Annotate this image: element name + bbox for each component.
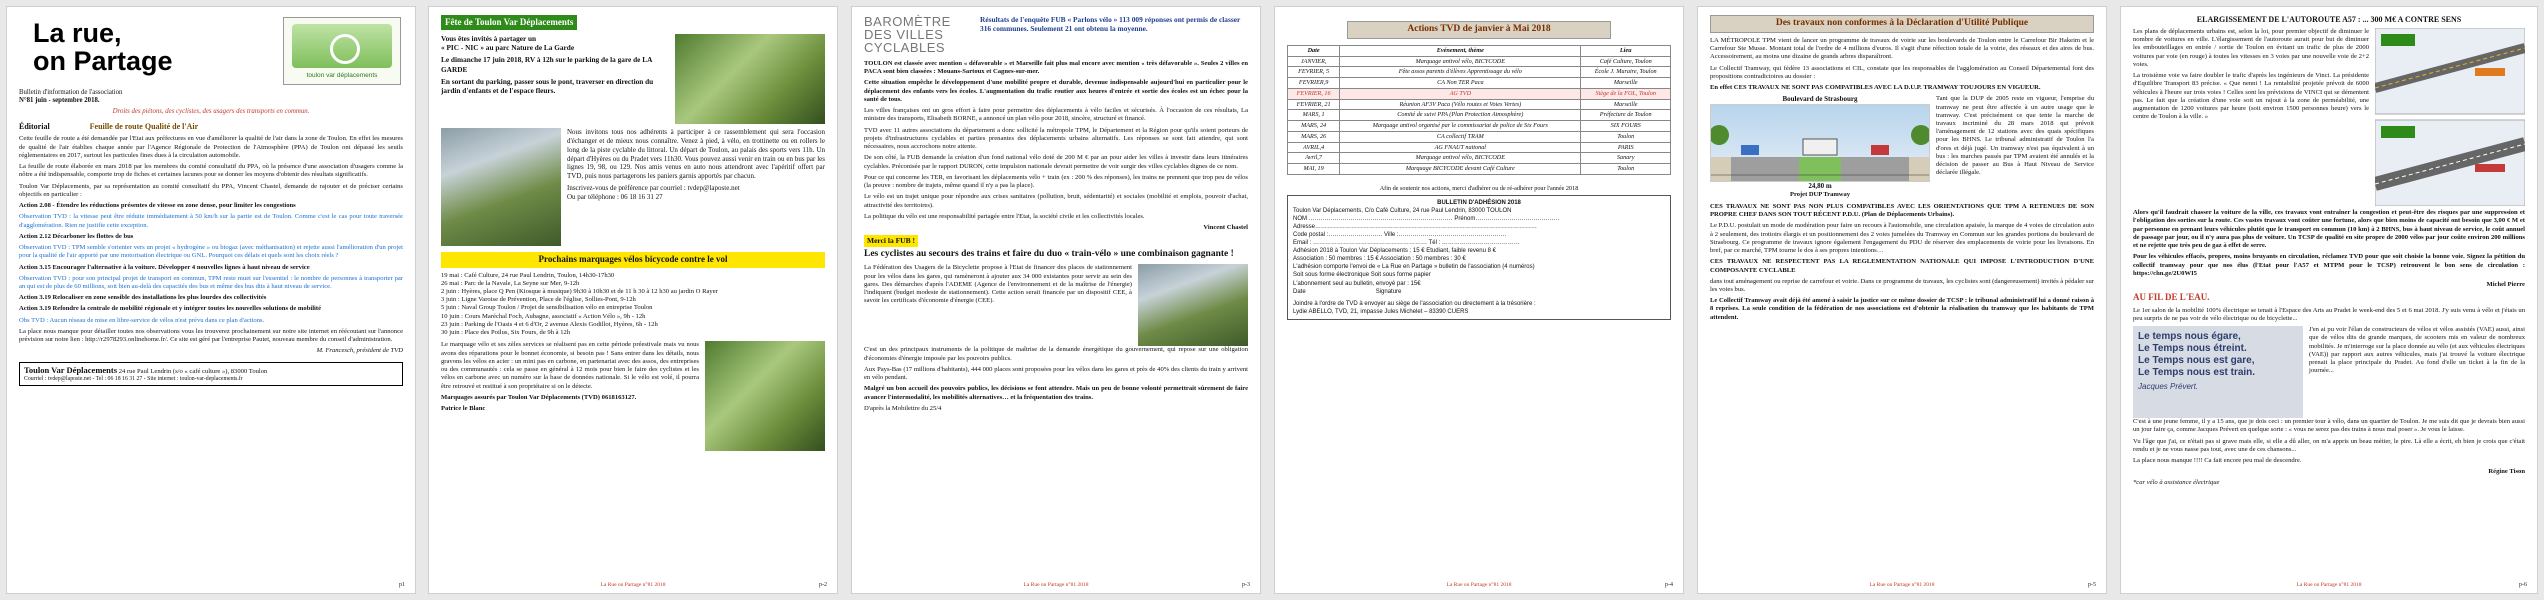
event-cell: Comité de suivi PPA (Plan Protection Atmosphère) <box>1340 110 1581 121</box>
park-photo <box>675 34 825 124</box>
date-cell: FEVRIER, 16 <box>1288 88 1340 99</box>
table-row <box>1288 153 1671 164</box>
place-cell: Sanary <box>1581 153 1671 164</box>
adhesion-form: BULLETIN D'ADHÉSION 2018 Toulon Var Déplacements, C/o Café Culture, 24 rue Paul Lendrin, 83000 TOULON NOM ……………………………………………………………… Prénom…………………………………… Adresse………………………………………………………………………………………………… Code postal :……………………… Ville :……………………………………………… Email : ………………………………………………… Tél : ………………………………… Adhésion 2018 à Toulon Var Déplacements : 15 € Etudiant, faible revenu 8 € Association : 50 membres : 15 € Association : 50 membres : 30 € L'adhésion comporte l'envoi de « La Rue en Partage » bulletin de l'association (4 numéros) Soit sous forme électronique Soit sous forme papier L'abonnement seul au bulletin, envoyé par : 15€ Date Signature Joindre à l'ordre de TVD à envoyer au siège de l'association ou directement à la trésorière : Lydie ABELLO, TVD, 21, impasse Jules Michelet – 83390 CUERS <box>1287 195 1671 320</box>
table-row <box>1288 99 1671 110</box>
place-cell: Marseille <box>1581 78 1671 89</box>
postal-field[interactable]: Code postal :……………………… Ville :……………………………………………… <box>1293 232 1507 238</box>
event-cell: Réunion AF3V Paca (Vélo routes et Voies Vertes) <box>1340 99 1581 110</box>
date-cell: AVRIL,4 <box>1288 142 1340 153</box>
page-1: La rue, on Partage toulon var déplacements Bulletin d'information de l'association N°81 juin - septembre 2018. Droits des piétons, des cyclistes, des usagers des transports en commun. Éditorial Feuille de route Qualité de l'Air Cette feuille de route a été demandée par l'Etat aux préfectures en vue d'améliorer la qualité de l'air dans la zone de Toulon. En effet les mesures de qualité de l'air établies chaque année par l'Agence Régionale de Protection de l'Atmosphère (PPA) de Toulon ont dépassé les seuils réglementaires en 2017, surtout les particules fines dues à la circulation automobile. La feuille de route élaborée en mars 2018 par les membres du comité consultatif du PPA, où la présence d'une association d'usagers comme la nôtre a été indispensable, comporte trop de fiches et certaines lacunes pour se donner les moyens d'obtenir des résultats significatifs. Toulon Var Déplacements, par sa représentation au comité consultatif du PPA, Vincent Chastel, demande de rajouter et de préciser certains objectifs en particulier : Action 2.08 - Étendre les réductions présentes de vitesse en zone dense, pour limiter les congestions Observation TVD : la vitesse peut être réduite immédiatement à 50 km/h sur la partie est de Toulon. Comme c'est le cas pour toute traversée d'agglomération. Rien ne justifie cette exception. Action 2.12 Décarboner les flottes de bus Observation TVD : TPM semble s'orienter vers un projet « hydrogène » ou biogaz (avec méthanisation) et rejette aussi l'amélioration d'un projet pour la qualité de l'air apporté par une motorisation électrique ou GNL. Pourquoi ces délais et quels sont les choix réels ? Action 3.15 Encourager l'alternative à la voiture. Développer 4 nouvelles lignes à haut niveau de service Observation TVD : pour son principal projet de transport en commun, TPM reste muet sur l'essentiel : le nombre de personnes à transporter par an qui est de plus de 60 millions, soit bien au-delà des capacités des bus et même des bus dits à haut niveau de service. Action 3.19 Relocaliser en zone sensible des installations les plus lourdes des collectivités Action 3.19 Refondre la centrale de mobilité régionale et y intégrer toutes les nouvelles solutions de mobilité Obs TVD : Aucun réseau de mise en libre-service de vélos n'est prévu dans ce plan d'actions. La place nous manque pour détailler toutes nos observations vous les trouverez prochainement sur notre site internet en réécoutant sur l'annonce prévision sur notre lien : http://r2978293.onlinehome.fr/. Ce site est géré par l'entreprise Pautet, nouveau membre du conseil d'administration. M. Francesch, président de TVD Toulon Var Déplacements 24 rue Paul Lendrin (s/o « café culture »), 83000 Toulon Courriel : tvdep@laposte.net - Tel : 06 18 16 31 27 - Site internet : toulon-var-deplacements.fr p1 <box>6 6 416 594</box>
prevert-poster: Le temps nous égare, Le Temps nous étreint. Le Temps nous est gare, Le Temps nous est train. Jacques Prévert. <box>2133 326 2303 418</box>
date-cell: FEVRIER, 21 <box>1288 99 1340 110</box>
place-cell: Siège de la FOL, Toulon <box>1581 88 1671 99</box>
date-cell: MARS, 26 <box>1288 131 1340 142</box>
place-cell: SIX FOURS <box>1581 121 1671 132</box>
page-3: BAROMÈTRE DES VILLES CYCLABLES Résultats de l'enquête FUB « Parlons vélo » 113 009 réponses ont permis de classer 316 communes. Seulement 21 ont obtenu la moyenne. TOULON est classée avec mention « défavorable » et Marseille fait plus mal encore avec mention « très défavorable ». Seules 2 villes en PACA sont bien classées : Mouans-Sartoux et Cagnes-sur-mer. Cette situation empêche le développement d'une mobilité propre et durable, devenue indispensable aujourd'hui en particulier pour le déplacement des enfants vers les écoles. L'augmentation du trafic routier aux heures d'entrée et sortie des écoles est un échec pour la santé de tous. Les villes françaises ont un gros effort à faire pour permettre des déplacements à vélo faciles et sécurisés. À l'occasion de ces résultats, La ministre des transports, Elisabeth BORNE, a annoncé un plan vélo pour 2018, sincère, structuré et financé. TVD avec 11 autres associations du département a donc sollicité la métropole TPM, le Département et la Région pour qu'ils soient porteurs de projets d'infrastructures cyclables et parties prenantes des déplacements urbains alternatifs. Les réponses se sont fait attendre, qui sont nécessaires, nous accrochons notre attente. De son côté, la FUB demande la création d'un fond national vélo doté de 200 M € par an pour aider les villes à investir dans leurs itinéraires cyclables. Préconisée par le rapport DURON, cette impulsion nationale devrait permettre de voir surgir des villes cyclables dignes de ce nom. Pour ce qui concerne les TER, en favorisant les déplacements vélo + train (ex : 200 % des réponses), les trains ne prennent que trop peu de vélos (la preuve : nombre de trajets, même quand il n'y a pas la place). Le vélo est un trajet unique pour répondre aux crises sanitaires (pollution, bruit, sédentarité) et sociales (mobilité et emplois, pouvoir d'achat, attractivité des territoires). La politique du vélo est une responsabilité partagée entre l'Etat, la société civile et les collectivités locales. Vincent Chastel Merci la FUB ! Les cyclistes au secours des trains et faire du duo « train-vélo » une combinaison gagnante ! La Fédération des Usagers de la Bicyclette propose à l'Etat de financer des places de stationnement pour les vélos dans les gares, qui ramèneront à ajouter aux 34 000 existantes pour servir au sein des gares. Des démarches d'après l'ADEME (Agence de l'environnement et de la maîtrise de l'énergie) l'indiquent (budget modeste de stationnement). Cette action serait financée par un dispositif CEE, à savoir les certificats d'économie d'énergie (CEE). C'est un des principaux instruments de la politique de maîtrise de la demande énergétique du gouvernement, qui repose sur une obligation d'économies d'énergie imposée par les pouvoirs publics. Aux Pays-Bas (17 millions d'habitants), 444 000 places sont proposées pour les vélos dans les gares et près de 40% des clients du train y arrivent en vélo pendant. Malgré un bon accueil des pouvoirs publics, les décisions se font attendre. Mais un peu de bonne volonté permettrait sûrement de faire avancer l'intermodalité, les mobilités alternatives… et la fréquentation des trains. D'après la Mobilettre du 25/4 La Rue on Partage n°81 2018 p-3 <box>851 6 1261 594</box>
page-6: ELARGISSEMENT DE L'AUTOROUTE A57 : ... 300 M€ A CONTRE SENS Les plans de déplacements urbains est, selon la loi, pour premier objectif de diminuer le nombre de voitures en ville. L'élargissement de l'autoroute aurait pour but de diminuer les embouteillages en entrée / sortie de Toulon en évitant un trafic de plus de 2000 voitures par voie (en rouge) à toutes les vitesses en 3 voies par une nouvelle voie de 2+2 voies. La troisième voie va faire doubler le trafic d'après les ingénieurs de Vinci. La présidente d'Equilibre Transport 83 précise. « Que nenni ! La rentabilité projetée prévoit de 6000 véhicules à l'heure sur trois voies ! Celles sont les prévisions de VINCI qui se démentent pas. Le fait que la création d'une voie soit un rajout à la zone de perméabilité, une augmentation de 1200 voitures par heure (soit environ 1500 personnes heure) vers le centre de Toulon à la ville. » Alors qu'il faudrait chasser la voiture de la ville, ces travaux vont entraîner la congestion et peut-être des risques par une suppression et l'obligation des sorties sur la route. Ces vastes travaux vont coûter une fortune, alors que bien moins de capacité ont besoin que 3,00 € M et par personne en prenant leurs véhicules plutôt que le transport en commun (10 km) à 2 BHNS, bus à haut niveau de service, le coût annuel de passage par jour, ou il n'y aura pas plus de voiture. Un TCSP de qualité en site propre de 2000 vélos par jour coûte environ 200 millions et ne rejette que très peu de gaz à effet de serre. Pour les véhicules effacés, propres, moins bruyants en circulation, réclamez TVD pour que soit choisie la bonne voie. Signez la pétition du collectif tramway pour que nos élus (l'Etat pour l'A57 et MTPM pour le TCSP) retrouvent le bon sens de circulation : https://chn.ge/2U0WI5 Michel Pierre AU FIL DE L'EAU. Le 1er salon de la mobilité 100% électrique se tenait à l'Espace des Arts au Pradet le week-end des 5 et 6 mai 2018. J'y suis venu à vélo et j'étais un peu surpris de ne pas voir de vélo électrique ou de bicyclette... Le temps nous égare, Le Temps nous étreint. Le Temps nous est gare, Le Temps nous est train. Jacques Prévert. J'en ai pu voir l'élan de constructeurs de vélos et vélos assistés (VAE) aussi, ainsi que de vélos dits de grande marques, de scooters mis en valeur de nombreux mobilités. Je m'interroge sur la place donnée au vélo (et aux véhicules électriques (VAE)) par rapport aux autres véhicules, mais j'ai trouvé la voiture électrique prenait la place principale du Pradet. Au fond d'elle un ticket à la fin de la journée... C'est à une jeune femme, il y a 15 ans, que je dois ceci : un premier tour à vélo, dans un quartier de Toulon. Je me suis dit que je devrais bien aussi un jour faire ça, comme Jacques Prévert en quelque sorte : « vous ne serez pas des trains à nous mal poser ». Je vous le laisse. Vu l'âge que j'ai, ce n'était pas si grave mais elle, si elle a dû aller, on m'a appris un beau métier, le pire. Là elle a écrit, eh bien je crois que c'était rendu et je ne vous nasse pas tout, avec une de ces chansons... La place nous manque !!!! Ca fait encore peu mal de descendre. Régine Tison *car vélo à assistance électrique La Rue on Partage n°81 2018 p-6 <box>2120 6 2538 594</box>
fete-invitation: Vous êtes invités à partager un « PIC - NIC » au parc Nature de La Garde Le dimanche 17 juin 2018, RV à 12h sur le parking de la gare de LA GARDE En sortant du parking, passer sous le pont, traverser en direction du jardin d'enfants et de l'espace fleurs. <box>441 34 654 95</box>
place-cell: Préfecture de Toulon <box>1581 110 1671 121</box>
page-4: Actions TVD de janvier à Mai 2018 Date Evénement, thème Lieu JANVIER, Marquage antivol vélo, BICYCODE Café Culture, Toulon FEVRIER, 5 Fête assos parents d'élèves Apprentissage du vélo École J. Muraire, Toulon FEVRIER,9 CA Non TER Paca Marseille FEVRIER, 16 AG TVD Siège de la FOL, Toulon FEVRIER, 21 Réunion AF3V Paca (Vélo routes et Voies Vertes) Marseille MARS, 1 Comité de suivi PPA (Plan Protection Atmosphère) Préfecture de Toulon MARS, 24 Marquage antivol organisé par le commissariat de police de Six Fours SIX FOURS MARS, 26 CA collectif TRAM Toulon AVRIL,4 AG FNAUT national PARIS Avril,7 Marquage antivol vélo, BICYCODE Sanary MAI, 19 Marquage BICYCODE devant Café Culture Toulon Afin de soutenir nos actions, merci d'adhérer ou de ré-adhérer pour l'année 2018 BULLETIN D'ADHÉSION 2018 Toulon Var Déplacements, C/o Café Culture, 24 rue Paul Lendrin, 83000 TOULON NOM ……………………………………………………………… Prénom…………………………………… Adresse………………………………………………………………………………………………… Code postal :……………………… Ville :……………………………………………… Email : ………………………………………………… Tél : ………………………………… Adhésion 2018 à Toulon Var Déplacements : 15 € Etudiant, faible revenu 8 € Association : 50 membres : 15 € Association : 50 membres : 30 € L'adhésion comporte l'envoi de « La Rue en Partage » bulletin de l'association (4 numéros) Soit sous forme électronique Soit sous forme papier L'abonnement seul au bulletin, envoyé par : 15€ Date Signature Joindre à l'ordre de TVD à envoyer au siège de l'association ou directement à la trésorière : Lydie ABELLO, TVD, 21, impasse Jules Michelet – 83390 CUERS La Rue on Partage n°81 2018 p-4 <box>1274 6 1684 594</box>
cyclists-photo <box>441 128 561 246</box>
date-cell: MAI, 19 <box>1288 164 1340 175</box>
street-cross-section <box>1711 105 1929 181</box>
event-cell: CA Non TER Paca <box>1340 78 1581 89</box>
date-cell: MARS, 1 <box>1288 110 1340 121</box>
cyclist-logo-image <box>292 24 392 68</box>
page-5: Des travaux non conformes à la Déclaration d'Utilité Publique LA MÉTROPOLE TPM vient de lancer un programme de travaux de voirie sur les boulevards de Toulon entre le Carrefour Bir Hakeim et le Carrefour Ste Musse. Montant total de l'ordre de 4 millions d'euros. Il s'agit d'une réfection totale de la voirie, des réseaux et des aires de bus. Accessoirement, au moins une dizaine de grands arbres disparaîtront. Le Collectif Tramway, qui fédère 13 associations et CIL, constate que les responsables de l'agglomération au Conseil Départemental font des propositions contradictoires au dossier : En effet CES TRAVAUX NE SONT PAS COMPATIBLES AVEC LA D.U.P. TRAMWAY TOUJOURS EN VIGUEUR. Boulevard de Strasbourg 24,80 m Projet DUP Tramway Tant que la DUP de 2005 reste en vigueur, l'emprise du tramway ne peut être affectée à un autre usage que le tramway. C'est précisément ce que tente la marche de travaux incriminé du 28 mars 2018 qui prévoit l'aménagement de 12 stations avec des quais spécifiques pour les BHNS. Le tribunal administratif de Toulon l'a d'ores et déjà jugé. Un tramway n'est pas équivalent à un bus : les marches passés par TPM avaient été annulés et la décision de passer au Bus à Haut Niveau de Service déclarée illégale. CES TRAVAUX NE SONT PAS NON PLUS COMPATIBLES AVEC LES ORIENTATIONS QUE TPM A RETENUES DE SON PROPRE CHEF DANS SON TOUT RÉCENT P.D.U. (Plan de Déplacements Urbains). Le P.D.U. postulait un mode de modération pour faire un recours à l'automobile, une circulation apaisée, la marque de 4 voies de circulation auto à 2 seulement, des trottoirs élargis et un positionnement des 2 voies jumelées du Tramway en Commun sur les grandes portions du boulevard de Strasbourg. Ce programme de travaux ignore également l'engagement du PDU de réserver des emplacements de voirie pour les livraisons. En bref, par ce marché, TPM tourne le dos à ses propres intentions… CES TRAVAUX NE RESPECTENT PAS LA REGLEMENTATION NATIONALE QUI IMPOSE L'INTRODUCTION D'UNE COMPOSANTE CYCLABLE dans tout aménagement ou reprise de carrefour et voirie. Dans ce programme de travaux, les cyclistes sont (dangereusement) invités à pédaler sur les voies bus. Le Collectif Tramway avait déjà été amené à saisir la justice sur ce même dossier de TCSP : le tribunal administratif lui a donné raison à 8 reprises. La seule condition de la fédération de nos associations est d'obtenir la réalisation du tramway que les habitants de TPM attendent. La Rue on Partage n°81 2018 p-5 <box>1697 6 2107 594</box>
date-cell: FEVRIER,9 <box>1288 78 1340 89</box>
event-cell: Marquage antivol vélo, BICYCODE <box>1340 56 1581 67</box>
travaux-header: Des travaux non conformes à la Déclaration d'Utilité Publique <box>1710 15 2094 33</box>
table-row <box>1288 67 1671 78</box>
table-row <box>1288 88 1671 99</box>
table-row <box>1288 56 1671 67</box>
date-cell: Avril,7 <box>1288 153 1340 164</box>
event-cell: Marquage antivol organisé par le commissariat de police de Six Fours <box>1340 121 1581 132</box>
event-cell: Marquage antivol vélo, BICYCODE <box>1340 153 1581 164</box>
boulevard-diagram: Boulevard de Strasbourg 24,80 m Projet DUP Tramway <box>1710 95 1930 199</box>
cyclists-headline: Les cyclistes au secours des trains et faire du duo « train-vélo » une combinaison gagnante ! <box>864 248 1234 259</box>
a57-header: ELARGISSEMENT DE L'AUTOROUTE A57 : ... 300 M€ A CONTRE SENS <box>2196 15 2462 24</box>
address-field[interactable]: Adresse………………………………………………………………………………………………… <box>1293 223 1538 230</box>
event-cell: Marquage BICYCODE devant Café Culture <box>1340 164 1581 175</box>
place-cell: École J. Muraire, Toulon <box>1581 67 1671 78</box>
bike-parking-photo <box>1138 264 1248 346</box>
fil-eau-header: AU FIL DE L'EAU. <box>2133 292 2210 303</box>
fete-header: Fête de Toulon Var Déplacements <box>441 15 577 30</box>
contact-box: Toulon Var Déplacements 24 rue Paul Lendrin (s/o « café culture »), 83000 Toulon Courriel : tvdep@laposte.net - Tel : 06 18 16 31 27 - Site internet : toulon-var-deplacements.fr <box>19 362 403 386</box>
table-row <box>1288 121 1671 132</box>
event-cell: AG FNAUT national <box>1340 142 1581 153</box>
place-cell: Café Culture, Toulon <box>1581 56 1671 67</box>
highway-diagram <box>2375 28 2525 209</box>
table-row <box>1288 110 1671 121</box>
bulletin-info: Bulletin d'information de l'association N°81 juin - septembre 2018. Droits des piétons, des cyclistes, des usagers des transports en commun. <box>19 89 310 115</box>
marquage-header: Prochains marquages vélos bicycode contre le vol <box>441 252 825 267</box>
event-cell: Fête assos parents d'élèves Apprentissage du vélo <box>1340 67 1581 78</box>
table-row <box>1288 164 1671 175</box>
table-row <box>1288 142 1671 153</box>
date-cell: FEVRIER, 5 <box>1288 67 1340 78</box>
masthead-title: La rue, on Partage <box>33 18 173 76</box>
actions-header: Actions TVD de janvier à Mai 2018 <box>1347 21 1611 39</box>
actions-table: Date Evénement, thème Lieu JANVIER, Marquage antivol vélo, BICYCODE Café Culture, Toulon FEVRIER, 5 Fête assos parents d'élèves Apprentissage du vélo École J. Muraire, Toulon FEVRIER,9 CA Non TER Paca Marseille FEVRIER, 16 AG TVD Siège de la FOL, Toulon FEVRIER, 21 Réunion AF3V Paca (Vélo routes et Voies Vertes) Marseille MARS, 1 Comité de suivi PPA (Plan Protection Atmosphère) Préfecture de Toulon MARS, 24 Marquage antivol organisé par le commissariat de police de Six Fours SIX FOURS MARS, 26 CA collectif TRAM Toulon AVRIL,4 AG FNAUT national PARIS Avril,7 Marquage antivol vélo, BICYCODE Sanary MAI, 19 Marquage BICYCODE devant Café Culture Toulon <box>1287 45 1671 175</box>
place-cell: Toulon <box>1581 131 1671 142</box>
table-row <box>1288 78 1671 89</box>
place-cell: Marseille <box>1581 99 1671 110</box>
name-field[interactable]: NOM ……………………………………………………………… Prénom…………………………………… <box>1293 215 1560 222</box>
event-cell: AG TVD <box>1340 88 1581 99</box>
barometre-logo: BAROMÈTRE DES VILLES CYCLABLES <box>864 14 951 55</box>
edito-heading: Éditorial Feuille de route Qualité de l'Air <box>19 122 199 132</box>
table-row <box>1288 131 1671 142</box>
event-cell: CA collectif TRAM <box>1340 131 1581 142</box>
place-cell: PARIS <box>1581 142 1671 153</box>
marquage-list: 19 mai : Café Culture, 24 rue Paul Lendrin, Toulon, 14h30-17h30 26 mai : Parc de la Navale, La Seyne sur Mer, 9-12h 2 juin : Hyères, place Q Pen (Kiosque à musique) 9h30 à 10h30 et de 11 h 30 à 12 h30 au jardin O Rayer 3 juin : Ligne Varoise de Prévention, Place de l'église, Sollies-Pont, 9-12h 5 juin : Naval Group Toulon / Projet de sensibilisation vélo en entreprise Toulon 10 juin : Cours Maréchal Foch, Aubagne, associatif « Action Vélo », 9h - 12h 23 juin : Parking de l'Oasis 4 et 6 d'Or, 2 avenue Alexis Godillot, Hyères, 6h - 12h 30 juin : Place des Poilus, Six Fours, de 9h à 12h <box>441 271 718 337</box>
merci-fub: Merci la FUB ! <box>864 235 918 246</box>
page-2: Fête de Toulon Var Déplacements Vous êtes invités à partager un « PIC - NIC » au parc Nature de La Garde Le dimanche 17 juin 2018, RV à 12h sur le parking de la gare de LA GARDE En sortant du parking, passer sous le pont, traverser en direction du jardin d'enfants et de l'espace fleurs. Nous invitons tous nos adhérents à participer à ce rassemblement qui sera l'occasion d'échanger et de mieux nous connaître. Venez à pied, à vélo, en trottinette ou en rollers le long de la piste cyclable du littoral. Un départ de Toulon, au palais des sports vers 11h. Un départ d'Hyères ou du Pradet vers 11h30. Vous pouvez aussi venir en train ou en bus par les lignes 19, 98, ou 129. Nos amis venus en auto nous attendront avec l'apéritif offert par TVD, puis nous partagerons les paniers garnis apportés par chacun. Inscrivez-vous de préférence par courriel : tvdep@laposte.net Ou par téléphone : 06 18 16 31 27 Prochains marquages vélos bicycode contre le vol 19 mai : Café Culture, 24 rue Paul Lendrin, Toulon, 14h30-17h30 26 mai : Parc de la Navale, La Seyne sur Mer, 9-12h 2 juin : Hyères, place Q Pen (Kiosque à musique) 9h30 à 10h30 et de 11 h 30 à 12 h30 au jardin O Rayer 3 juin : Ligne Varoise de Prévention, Place de l'église, Sollies-Pont, 9-12h 5 juin : Naval Group Toulon / Projet de sensibilisation vélo en entreprise Toulon 10 juin : Cours Maréchal Foch, Aubagne, associatif « Action Vélo », 9h - 12h 23 juin : Parking de l'Oasis 4 et 6 d'Or, 2 avenue Alexis Godillot, Hyères, 6h - 12h 30 juin : Place des Poilus, Six Fours, de 9h à 12h Le marquage vélo et ses zèles services se réalisent pas en cette période préestivale mais vu nous avons des réparations pour le bonnet économie, si besoin pas ! Sans entrer dans les détails, nous gravons les vélos en acier : un mini pas en carbone, en partenariat avec des assos, des entreprises ou des communautés : cela se passe en général à 12 mois pour bien le faire des cyclistes et les vélos en carbone avec un numéro sur la base de données nationale. Si le vélo est volé, il pourra être retrouvé et restitué à son propriétaire si on le détecte. Marquages assurés par Toulon Var Déplacements (TVD) 0618163127. Patrice le Blanc La Rue on Partage n°81 2018 p-2 <box>428 6 838 594</box>
association-logo: toulon var déplacements <box>283 17 401 85</box>
email-field[interactable]: Email : ………………………………………………… Tél : ………………………………… <box>1293 240 1520 247</box>
place-cell: Toulon <box>1581 164 1671 175</box>
bike-marking-photo <box>705 341 825 451</box>
date-cell: JANVIER, <box>1288 56 1340 67</box>
date-cell: MARS, 24 <box>1288 121 1340 132</box>
